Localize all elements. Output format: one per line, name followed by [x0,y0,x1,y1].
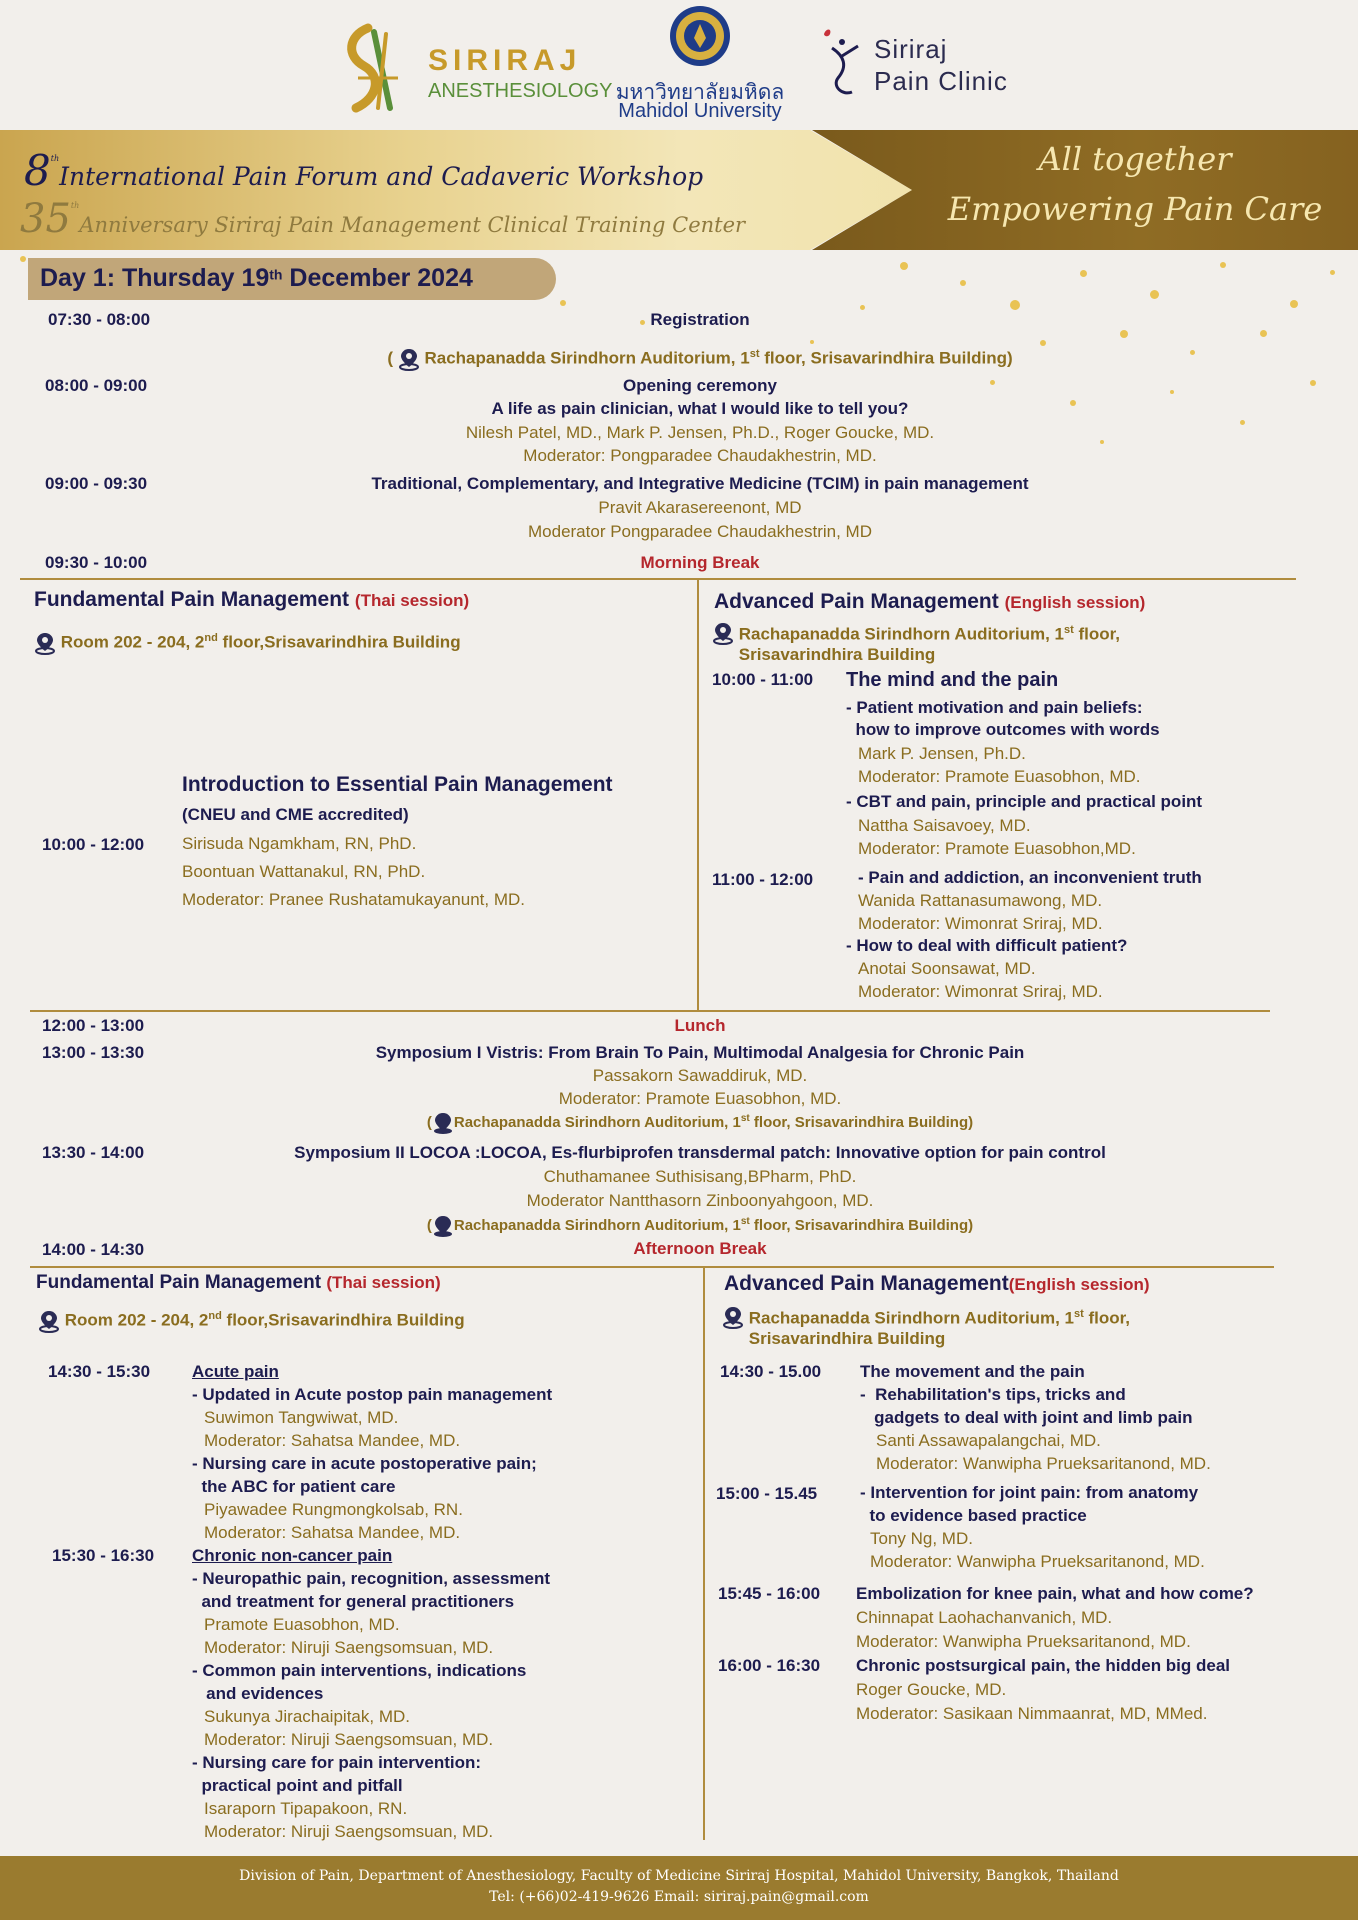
morning-right-heading [714,590,1145,614]
time-addiction: 11:00 - 12:00 [712,870,814,889]
difficult-patient-speaker: Anotai Soonsawat, MD. [858,959,1036,978]
afternoon-left-room [38,1304,465,1334]
time-essential-pain: 10:00 - 12:00 [42,835,145,854]
location-pin-icon [34,630,56,656]
movement-item-b: gadgets to deal with joint and limb pain [860,1408,1193,1427]
mind-item1-a: - Patient motivation and pain beliefs: [846,698,1143,717]
logo-siriraj-text: SIRIRAJ [428,44,582,77]
divider-morning [20,578,1296,580]
session-language: (English session) [1004,593,1146,612]
session-language: (Thai session) [354,591,470,610]
banner-tagline-1: All together [1038,140,1232,178]
acute-item2-speaker: Piyawadee Rungmongkolsab, RN. [204,1500,463,1519]
time-registration: 07:30 - 08:00 [48,310,151,329]
siriraj-pain-clinic-logo [818,26,1078,106]
time-symposium-1: 13:00 - 13:30 [42,1043,145,1062]
time-afternoon-break: 14:00 - 14:30 [42,1240,145,1259]
pain-clinic-line2: Pain Clinic [874,66,1008,96]
movement-item-a: - Rehabilitation's tips, tricks and [860,1385,1126,1404]
day-heading [28,258,556,300]
loc-main: Rachapanadda Sirindhorn Auditorium, 1 [453,1113,741,1131]
joint-pain-moderator: Moderator: Wanwipha Prueksaritanond, MD. [870,1552,1205,1571]
time-postsurgical: 16:00 - 16:30 [718,1656,821,1675]
essential-speaker-2: Boontuan Wattanakul, RN, PhD. [182,862,426,881]
mind-item2-moderator: Moderator: Pramote Euasobhon,MD. [858,839,1136,858]
loc-sup: st [1063,624,1074,636]
postsurgical-title: Chronic postsurgical pain, the hidden big deal [856,1656,1231,1675]
symposium-2-location [200,1213,1200,1239]
section-title: Advanced Pain Management [724,1272,1009,1295]
section-title: Fundamental Pain Management [34,588,350,611]
day-sup: th [269,266,283,283]
loc-line2: Srisavarindhira Building [738,644,936,664]
loc-sup: st [749,348,760,360]
loc-pre: ( [426,1216,432,1234]
acute-item1: - Updated in Acute postop pain management [192,1385,553,1404]
acute-item2-a: - Nursing care in acute postoperative pain; [192,1454,537,1473]
mahidol-seal-icon [668,4,732,72]
acute-item2-moderator: Moderator: Sahatsa Mandee, MD. [204,1523,461,1542]
chronic-item3-speaker: Isaraporn Tipapakoon, RN. [204,1799,408,1818]
movement-moderator: Moderator: Wanwipha Prueksaritanond, MD. [876,1454,1211,1473]
banner-line2-text: Anniversary Siriraj Pain Management Clinical Training Center [79,213,746,237]
room-main: Room 202 - 204, 2 [64,1310,209,1330]
pain-clinic-figure-icon [818,26,864,100]
time-joint-pain: 15:00 - 15.45 [716,1484,818,1503]
mahidol-thai-name: มหาวิทยาลัยมหิดล [615,80,785,104]
acute-item2-b: the ABC for patient care [192,1477,396,1496]
banner-title-line1 [24,146,703,195]
loc-post: floor, Srisavarindhira Building) [749,1113,974,1131]
symposium-1-title: Symposium I Vistris: From Brain To Pain, Multimodal Analgesia for Chronic Pain [375,1043,1025,1062]
mind-item1-b: how to improve outcomes with words [846,720,1160,739]
essential-moderator: Moderator: Pranee Rushatamukayanunt, MD. [182,890,526,909]
chronic-item3-b: practical point and pitfall [192,1776,403,1795]
footer-address: Division of Pain, Department of Anesthesiology, Faculty of Medicine Siriraj Hospital, Mahidol University, Bangkok, Thailand [239,1868,1119,1884]
chronic-item1-speaker: Pramote Euasobhon, MD. [204,1615,400,1634]
time-embolization: 15:45 - 16:00 [718,1584,821,1603]
addiction-moderator: Moderator: Wimonrat Sriraj, MD. [858,914,1103,933]
section-title: Advanced Pain Management [714,590,999,613]
session-language: (Thai session) [326,1273,441,1292]
mind-pain-title: The mind and the pain [846,669,1059,691]
loc-pre: ( [426,1113,432,1131]
loc-main: Rachapanadda Sirindhorn Auditorium, 1 [738,624,1064,644]
joint-pain-b: to evidence based practice [860,1506,1087,1525]
chronic-item3-a: - Nursing care for pain intervention: [192,1753,482,1772]
postsurgical-speaker: Roger Goucke, MD. [856,1680,1007,1699]
loc-main: Rachapanadda Sirindhorn Auditorium, 1 [748,1308,1074,1328]
location-pin-icon [712,620,734,646]
essential-pain-title: Introduction to Essential Pain Management [182,773,613,796]
joint-pain-speaker: Tony Ng, MD. [870,1529,973,1548]
pain-clinic-line1: Siriraj [874,34,948,64]
time-tcim: 09:00 - 09:30 [45,474,148,493]
chronic-pain-category: Chronic non-cancer pain [192,1546,393,1565]
location-pin-icon [38,1308,60,1334]
addiction-speaker: Wanida Rattanasumawong, MD. [858,891,1103,910]
section-title: Fundamental Pain Management [36,1272,322,1293]
loc-sup: st [740,1112,750,1124]
time-mind-pain: 10:00 - 11:00 [712,670,814,689]
loc-post: floor, Srisavarindhira Building) [749,1216,974,1234]
morning-left-heading [34,588,469,612]
afternoon-right-location [722,1304,1130,1349]
morning-right-location [712,620,1120,665]
time-chronic-pain: 15:30 - 16:30 [52,1546,155,1565]
opening-moderator: Moderator: Pongparadee Chaudakhestrin, MD. [523,446,877,465]
chronic-item1-moderator: Moderator: Niruji Saengsomsuan, MD. [204,1638,494,1657]
mind-item2-speaker: Nattha Saisavoey, MD. [858,816,1031,835]
divider-lunch [30,1010,1270,1012]
location-pin-icon [398,346,420,372]
afternoon-break: Afternoon Break [633,1239,767,1258]
tcim-speaker: Pravit Akarasereenont, MD [598,498,802,517]
opening-title: Opening ceremony [623,376,777,395]
movement-pain-title: The movement and the pain [860,1362,1085,1381]
banner-title-line2 [20,196,745,242]
banner-line2-sup: th [70,201,80,210]
movement-speaker: Santi Assawapalangchai, MD. [876,1431,1101,1450]
loc-sup: st [1073,1308,1084,1320]
symposium-2-title: Symposium II LOCOA :LOCOA, Es-flurbiprofen transdermal patch: Innovative option for pain control [294,1143,1106,1162]
acute-item1-moderator: Moderator: Sahatsa Mandee, MD. [204,1431,461,1450]
time-morning-break: 09:30 - 10:00 [45,553,148,572]
loc-main: Rachapanadda Sirindhorn Auditorium, 1 [453,1216,741,1234]
logo-anesthesiology-text: ANESTHESIOLOGY [428,80,613,102]
chronic-item3-moderator: Moderator: Niruji Saengsomsuan, MD. [204,1822,494,1841]
acute-item1-speaker: Suwimon Tangwiwat, MD. [204,1408,399,1427]
essential-pain-subtitle: (CNEU and CME accredited) [182,805,409,824]
session-language: (English session) [1008,1275,1150,1294]
embolization-speaker: Chinnapat Laohachanvanich, MD. [856,1608,1113,1627]
time-movement-pain: 14:30 - 15.00 [720,1362,822,1381]
banner-line2-number: 35 [20,196,71,242]
day-suffix: December 2024 [282,264,473,292]
siriraj-anesthesiology-logo [328,22,613,114]
banner-tagline-2: Empowering Pain Care [947,190,1323,228]
symposium-2-moderator: Moderator Nantthasorn Zinboonyahgoon, MD. [526,1191,874,1210]
divider-afternoon-vertical [703,1266,705,1840]
embolization-moderator: Moderator: Wanwipha Prueksaritanond, MD. [856,1632,1191,1651]
symposium-2-speaker: Chuthamanee Suthisisang,BPharm, PhD. [543,1167,857,1186]
opening-speakers: Nilesh Patel, MD., Mark P. Jensen, Ph.D., Roger Goucke, MD. [465,423,935,442]
morning-break: Morning Break [640,553,760,572]
mind-item2-a: - CBT and pain, principle and practical point [846,792,1203,811]
chronic-item2-b: and evidences [192,1684,324,1703]
tcim-moderator: Moderator Pongparadee Chaudakhestrin, MD [528,522,872,541]
mind-item1-speaker: Mark P. Jensen, Ph.D. [858,744,1026,763]
tcim-title: Traditional, Complementary, and Integrative Medicine (TCIM) in pain management [371,474,1029,493]
mind-item1-moderator: Moderator: Pramote Euasobhon, MD. [858,767,1141,786]
registration-location [200,342,1200,372]
lunch: Lunch [674,1016,726,1035]
divider-afternoon [30,1266,1274,1268]
banner-line1-sup: th [50,154,60,163]
room-sup: nd [204,632,218,644]
chronic-item1-b: and treatment for general practitioners [192,1592,515,1611]
banner-line1-number: 8 [24,146,51,195]
footer-contact: Tel: (+66)02-419-9626 Email: siriraj.pain@gmail.com [489,1889,869,1905]
location-pin-icon [432,1110,454,1136]
postsurgical-moderator: Moderator: Sasikaan Nimmaanrat, MD, MMed. [856,1704,1208,1723]
opening-subtitle: A life as pain clinician, what I would like to tell you? [491,399,909,418]
symposium-1-speaker: Passakorn Sawaddiruk, MD. [592,1066,808,1085]
loc-post: floor, Srisavarindhira Building) [759,348,1013,368]
chronic-item2-a: - Common pain interventions, indications [192,1661,527,1680]
embolization-title: Embolization for knee pain, what and how come? [856,1584,1254,1603]
loc-pre: ( [387,348,398,368]
acute-pain-category: Acute pain [192,1362,279,1381]
registration-title: Registration [650,310,750,329]
chronic-item1-a: - Neuropathic pain, recognition, assessment [192,1569,551,1588]
location-pin-icon [722,1304,744,1330]
time-lunch: 12:00 - 13:00 [42,1016,145,1035]
chronic-item2-moderator: Moderator: Niruji Saengsomsuan, MD. [204,1730,494,1749]
room-post: floor,Srisavarindhira Building [217,632,461,652]
symposium-1-location [200,1110,1200,1136]
loc-post: floor, [1083,1308,1131,1328]
time-symposium-2: 13:30 - 14:00 [42,1143,145,1162]
loc-sup: st [740,1215,750,1227]
loc-post: floor, [1073,624,1121,644]
room-post: floor,Srisavarindhira Building [221,1310,465,1330]
essential-speaker-1: Sirisuda Ngamkham, RN, PhD. [182,834,417,853]
footer [0,1856,1358,1920]
loc-line2: Srisavarindhira Building [748,1328,946,1348]
loc-main: Rachapanadda Sirindhorn Auditorium, 1 [424,348,750,368]
time-acute-pain: 14:30 - 15:30 [48,1362,151,1381]
joint-pain-a: - Intervention for joint pain: from anatomy [860,1483,1199,1502]
chronic-item2-speaker: Sukunya Jirachaipitak, MD. [204,1707,410,1726]
mahidol-logo [600,4,800,122]
morning-left-room [34,626,461,656]
divider-morning-vertical [697,578,699,1010]
difficult-patient-moderator: Moderator: Wimonrat Sriraj, MD. [858,982,1103,1001]
symposium-1-moderator: Moderator: Pramote Euasobhon, MD. [558,1089,842,1108]
banner-line1-text: International Pain Forum and Cadaveric Workshop [59,162,704,191]
mahidol-english-name: Mahidol University [618,100,782,122]
afternoon-left-heading [36,1272,441,1294]
location-pin-icon [432,1213,454,1239]
room-main: Room 202 - 204, 2 [60,632,205,652]
afternoon-right-heading [724,1272,1150,1296]
room-sup: nd [208,1310,222,1322]
addiction-title: - Pain and addiction, an inconvenient truth [858,868,1202,887]
difficult-patient-title: - How to deal with difficult patient? [846,936,1128,955]
siriraj-anesthesiology-emblem-icon [328,22,410,114]
time-opening: 08:00 - 09:00 [45,376,148,395]
day-prefix: Day 1: Thursday 19 [40,264,270,292]
